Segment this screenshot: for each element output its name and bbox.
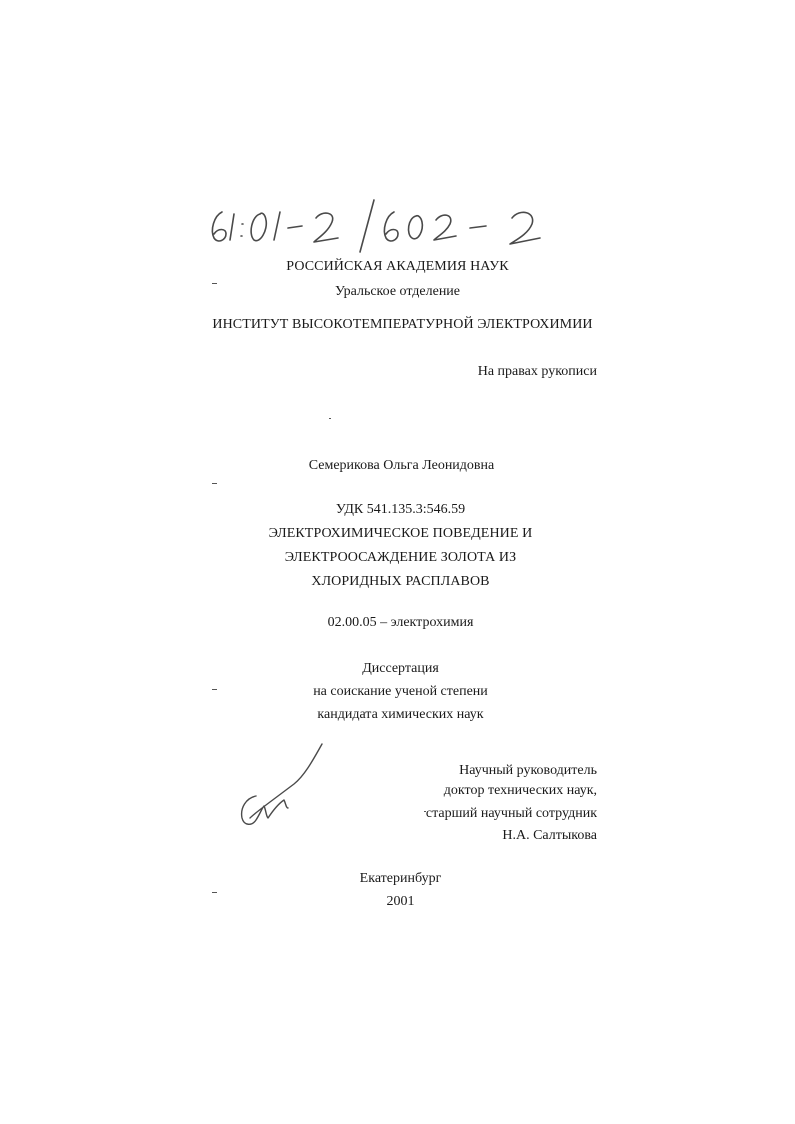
supervisor-line-1: Научный руководитель bbox=[459, 763, 597, 778]
supervisor-name: Н.А. Салтыкова bbox=[502, 828, 597, 843]
udc-code: УДК 541.135.3:546.59 bbox=[335, 502, 466, 517]
author-name: Семерикова Ольга Леонидовна bbox=[308, 458, 495, 473]
city: Екатеринбург bbox=[359, 871, 442, 886]
rights-note: На правах рукописи bbox=[477, 364, 597, 379]
supervisor-line-2: доктор технических наук, bbox=[443, 783, 597, 798]
degree-line-3: кандидата химических наук bbox=[317, 707, 484, 722]
handwritten-signature bbox=[232, 742, 332, 832]
institute-name: ИНСТИТУТ ВЫСОКОТЕМПЕРАТУРНОЙ ЭЛЕКТРОХИМИИ bbox=[212, 317, 593, 332]
branch-name: Уральское отделение bbox=[334, 284, 461, 299]
degree-line-1: Диссертация bbox=[362, 661, 439, 676]
dissertation-title-line-3: ХЛОРИДНЫХ РАСПЛАВОВ bbox=[311, 574, 490, 589]
supervisor-line-3: старший научный сотрудник bbox=[425, 806, 597, 821]
specialty-code: 02.00.05 – электрохимия bbox=[327, 615, 474, 630]
academy-name: РОССИЙСКАЯ АКАДЕМИЯ НАУК bbox=[286, 259, 509, 274]
dissertation-title-line-1: ЭЛЕКТРОХИМИЧЕСКОЕ ПОВЕДЕНИЕ И bbox=[268, 526, 533, 541]
dissertation-title-line-2: ЭЛЕКТРООСАЖДЕНИЕ ЗОЛОТА ИЗ bbox=[284, 550, 517, 565]
handwritten-archive-number bbox=[200, 190, 570, 260]
scan-speck bbox=[212, 483, 217, 484]
scan-speck bbox=[329, 418, 331, 419]
year: 2001 bbox=[386, 894, 415, 909]
degree-line-2: на соискание ученой степени bbox=[313, 684, 488, 699]
